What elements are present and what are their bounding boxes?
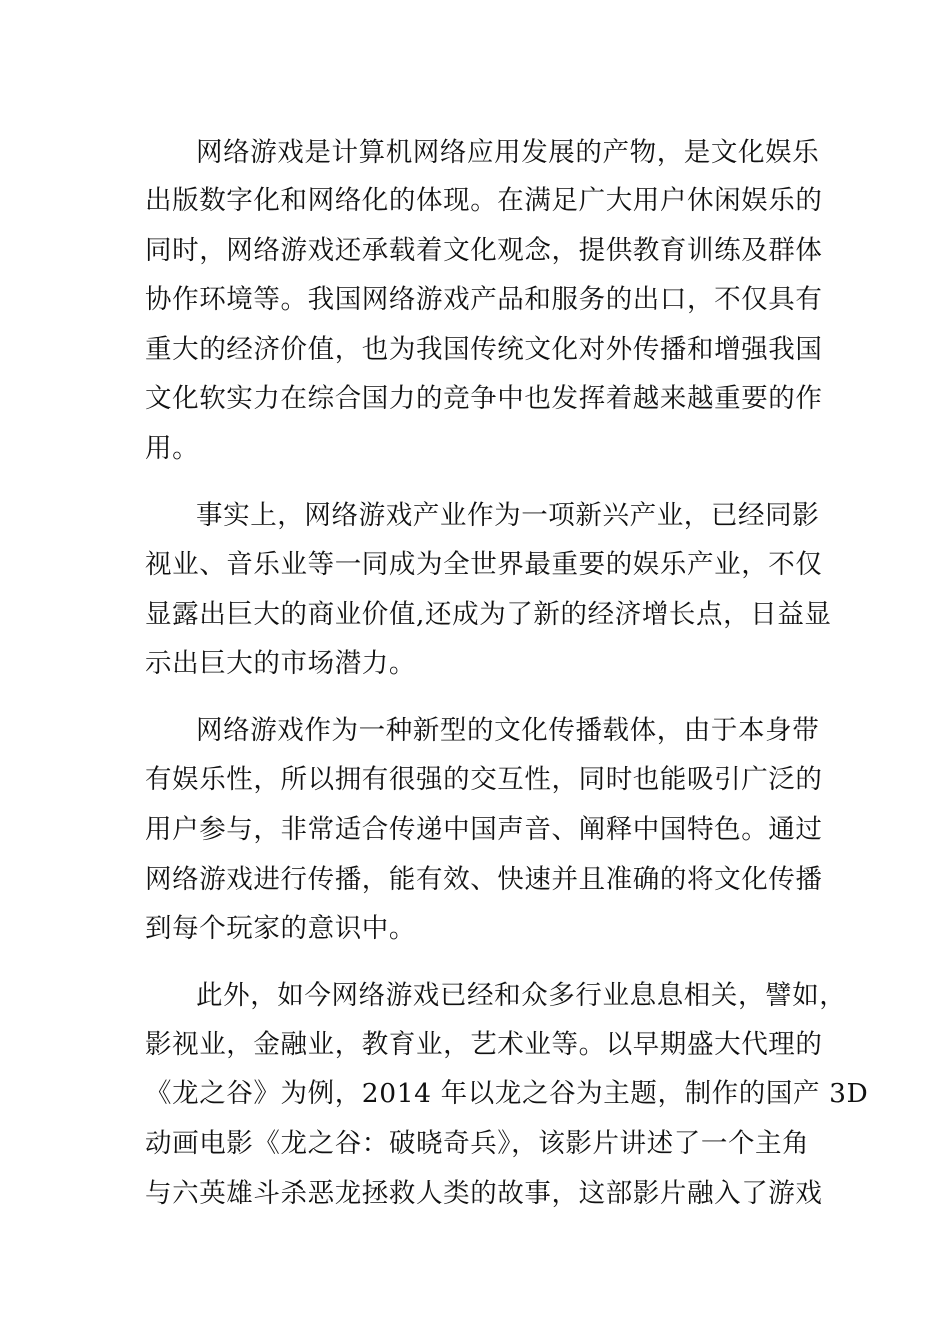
paragraph-1-line-4: 协作环境等。我国网络游戏产品和服务的出口，不仅具有 xyxy=(145,284,823,315)
paragraph-4-line-5: 与六英雄斗杀恶龙拯救人类的故事，这部影片融入了游戏 xyxy=(145,1178,823,1209)
paragraph-4-line-3: 《龙之谷》为例，2014 年以龙之谷为主题，制作的国产 3D xyxy=(145,1078,869,1109)
paragraph-2-line-3: 显露出巨大的商业价值,还成为了新的经济增长点，日益显 xyxy=(145,599,832,630)
paragraph-4-line-2: 影视业，金融业，教育业，艺术业等。以早期盛大代理的 xyxy=(145,1029,823,1060)
paragraph-1-line-2: 出版数字化和网络化的体现。在满足广大用户休闲娱乐的 xyxy=(145,185,823,216)
paragraph-3-line-5: 到每个玩家的意识中。 xyxy=(145,913,416,944)
paragraph-2-line-2: 视业、音乐业等一同成为全世界最重要的娱乐产业，不仅 xyxy=(145,549,823,580)
paragraph-1-line-6: 文化软实力在综合国力的竞争中也发挥着越来越重要的作 xyxy=(145,383,823,414)
paragraph-2-line-1: 事实上，网络游戏产业作为一项新兴产业，已经同影 xyxy=(196,500,820,531)
paragraph-4-line-4: 动画电影《龙之谷：破晓奇兵》，该影片讲述了一个主角 xyxy=(145,1128,810,1159)
paragraph-3-line-3: 用户参与，非常适合传递中国声音、阐释中国特色。通过 xyxy=(145,814,823,845)
paragraph-3-line-1: 网络游戏作为一种新型的文化传播载体，由于本身带 xyxy=(196,715,820,746)
paragraph-1-line-1: 网络游戏是计算机网络应用发展的产物，是文化娱乐 xyxy=(196,137,820,168)
paragraph-1-line-7: 用。 xyxy=(145,433,200,464)
paragraph-3-line-2: 有娱乐性，所以拥有很强的交互性，同时也能吸引广泛的 xyxy=(145,764,823,795)
paragraph-1-line-3: 同时，网络游戏还承载着文化观念，提供教育训练及群体 xyxy=(145,235,823,266)
paragraph-1-line-5: 重大的经济价值，也为我国传统文化对外传播和增强我国 xyxy=(145,334,823,365)
paragraph-2-line-4: 示出巨大的市场潜力。 xyxy=(145,648,416,679)
paragraph-3-line-4: 网络游戏进行传播，能有效、快速并且准确的将文化传播 xyxy=(145,864,823,895)
paragraph-4-line-1: 此外，如今网络游戏已经和众多行业息息相关，譬如， xyxy=(196,980,847,1011)
